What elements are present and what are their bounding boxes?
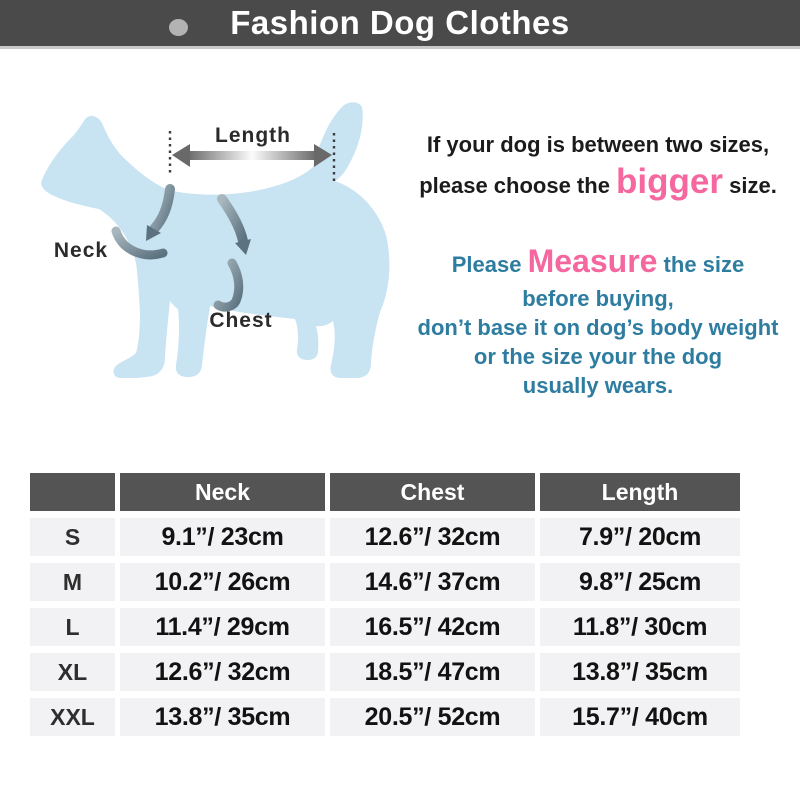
length-label: Length <box>215 124 291 147</box>
measurement-cell: 13.8”/ 35cm <box>120 698 325 736</box>
column-header-length: Length <box>540 473 740 511</box>
chest-label: Chest <box>209 309 273 332</box>
measurement-cell: 9.1”/ 23cm <box>120 518 325 556</box>
advice-line-2-post: size. <box>723 173 777 198</box>
size-cell: M <box>30 563 115 601</box>
measurement-cell: 10.2”/ 26cm <box>120 563 325 601</box>
note-measure-emphasis: Measure <box>527 243 658 279</box>
advice-line-1: If your dog is between two sizes, <box>426 132 770 157</box>
page-title: Fashion Dog Clothes <box>230 4 570 41</box>
measurement-cell: 12.6”/ 32cm <box>330 518 535 556</box>
neck-label: Neck <box>53 239 109 262</box>
note-line-4: or the size your the dog <box>473 344 723 369</box>
measurement-cell: 16.5”/ 42cm <box>330 608 535 646</box>
measurement-cell: 15.7”/ 40cm <box>540 698 740 736</box>
measurement-cell: 11.8”/ 30cm <box>540 608 740 646</box>
size-cell: XXL <box>30 698 115 736</box>
measurement-cell: 18.5”/ 47cm <box>330 653 535 691</box>
note-line-2: before buying, <box>522 286 674 311</box>
note-line-3: don’t base it on dog’s body weight <box>417 315 779 340</box>
title-bar <box>0 0 800 49</box>
measurement-cell: 7.9”/ 20cm <box>540 518 740 556</box>
advice-bigger-emphasis: bigger <box>616 162 723 201</box>
size-cell: XL <box>30 653 115 691</box>
size-table <box>30 473 740 736</box>
measurement-cell: 9.8”/ 25cm <box>540 563 740 601</box>
table-corner-cell <box>30 473 115 511</box>
size-cell: S <box>30 518 115 556</box>
column-header-chest: Chest <box>330 473 535 511</box>
note-line-1-post: the size <box>657 252 745 277</box>
measurement-cell: 14.6”/ 37cm <box>330 563 535 601</box>
length-arrowhead-left-icon <box>172 144 190 167</box>
bullet-dot-icon <box>169 19 188 36</box>
note-line-1-pre: Please <box>451 252 528 277</box>
advice-line-2-pre: please choose the <box>419 173 617 198</box>
measurement-cell: 20.5”/ 52cm <box>330 698 535 736</box>
dog-measurement-diagram <box>0 85 400 415</box>
note-line-5: usually wears. <box>522 373 674 398</box>
measurement-cell: 11.4”/ 29cm <box>120 608 325 646</box>
measurement-cell: 13.8”/ 35cm <box>540 653 740 691</box>
measurement-cell: 12.6”/ 32cm <box>120 653 325 691</box>
column-header-neck: Neck <box>120 473 325 511</box>
note-line-1 <box>398 242 798 284</box>
length-arrow-shaft <box>188 151 316 160</box>
measure-note <box>398 242 798 400</box>
size-cell: L <box>30 608 115 646</box>
advice-line-2 <box>398 160 798 208</box>
advisory-copy <box>398 130 798 400</box>
